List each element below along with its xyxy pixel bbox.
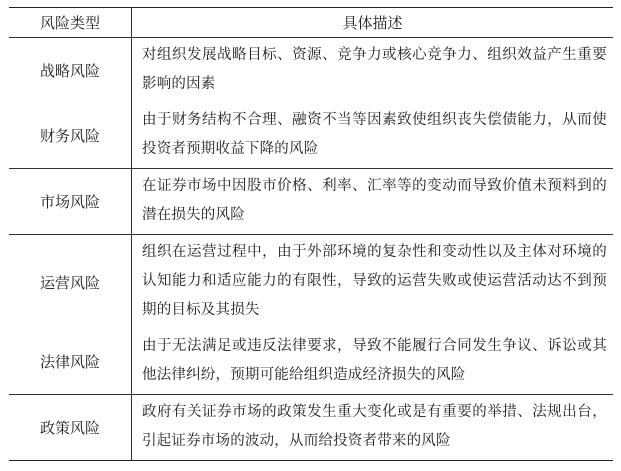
table-row xyxy=(9,329,613,395)
risk-types-table xyxy=(9,7,613,461)
risk-description-cell: 政府有关证券市场的政策发生重大变化或是有重要的举措、法规出台，引起证券市场的波动，从而给投资者带来的风险 xyxy=(132,395,614,461)
risk-type-cell: 战略风险 xyxy=(9,38,132,104)
risk-description-cell: 在证券市场中因股市价格、利率、汇率等的变动而导致价值未预料到的潜在损失的风险 xyxy=(132,169,614,235)
table-row xyxy=(9,235,613,330)
header-description: 具体描述 xyxy=(132,8,614,38)
risk-type-cell: 运营风险 xyxy=(9,235,132,330)
risk-description-cell: 对组织发展战略目标、资源、竞争力或核心竞争力、组织效益产生重要影响的因素 xyxy=(142,47,607,92)
risk-type-cell: 政策风险 xyxy=(9,395,132,461)
table-row xyxy=(9,103,613,169)
risk-type-cell: 市场风险 xyxy=(9,169,132,235)
risk-type-cell: 财务风险 xyxy=(9,103,132,169)
header-row xyxy=(9,8,613,38)
table-header xyxy=(9,8,613,38)
risk-description-cell: 组织在运营过程中，由于外部环境的复杂性和变动性以及主体对环境的认知能力和适应能力的有限性，导致的运营失败或使运营活动达不到预期的目标及其损失 xyxy=(142,244,607,318)
table-body xyxy=(9,38,613,461)
table-row xyxy=(9,395,613,461)
table-row xyxy=(9,38,613,104)
table-row xyxy=(9,169,613,235)
risk-description-cell: 由于财务结构不合理、融资不当等因素致使组织丧失偿债能力，从而使投资者预期收益下降的风险 xyxy=(132,103,614,169)
header-risk-type: 风险类型 xyxy=(9,8,132,38)
risk-table-container xyxy=(9,7,613,461)
risk-description-cell: 由于无法满足或违反法律要求，导致不能履行合同发生争议、诉讼或其他法律纠纷，预期可能给组织造成经济损失的风险 xyxy=(132,329,614,395)
risk-type-cell: 法律风险 xyxy=(9,329,132,395)
